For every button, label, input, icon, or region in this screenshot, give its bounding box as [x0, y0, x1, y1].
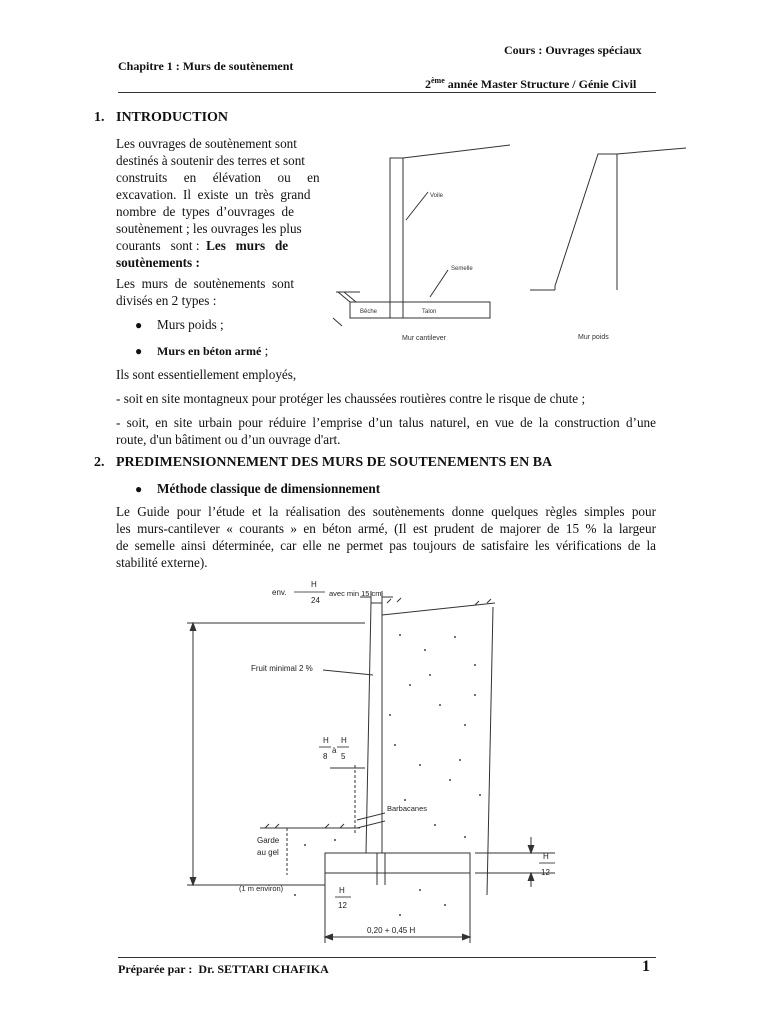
bullet-tail: ;: [261, 343, 269, 358]
header-rule: [118, 92, 656, 93]
label-h-frac1: H: [323, 736, 329, 745]
intro-line: construits en élévation ou en: [116, 170, 320, 185]
level-line: [425, 76, 636, 92]
chapter-title: Chapitre 1 : Murs de soutènement: [118, 59, 294, 73]
label-h-footing: H: [339, 886, 345, 895]
section2-bullet: [135, 480, 381, 498]
cantilever-backfill-line: [403, 145, 510, 158]
intro-line: nombre de types d’ouvrages de: [116, 204, 294, 219]
intro-line7-bold: Les murs de: [206, 238, 289, 253]
wall-footing: [325, 853, 470, 873]
wall-stem-front: [366, 603, 371, 853]
intro-line: excavation. Il existe un très grand: [116, 187, 311, 202]
label-base-width: 0,20 + 0,45 H: [367, 926, 416, 935]
label-mur-poids: Mur poids: [578, 334, 609, 341]
level-sup: ème: [431, 76, 445, 85]
label-garde: Garde: [257, 836, 280, 845]
course-title: Cours : Ouvrages spéciaux: [504, 43, 642, 57]
section1-title: INTRODUCTION: [116, 110, 229, 125]
para-line: stabilité externe).: [116, 555, 208, 570]
cantilever-stem: [390, 158, 403, 302]
label-fruit: Fruit minimal 2 %: [251, 664, 313, 673]
page-number: 1: [642, 958, 650, 975]
label-12-right: 12: [541, 868, 550, 877]
para-line: Le Guide pour l’étude et la réalisation des soutènements donne quelques règles simples pour: [116, 504, 656, 519]
backfill-line: [382, 603, 495, 615]
prepared-label: Préparée par :: [118, 962, 193, 976]
label-avec-min: avec min 15 cm: [329, 589, 382, 598]
label-5: 5: [341, 752, 346, 761]
label-semelle: Semelle: [451, 266, 473, 272]
intro-line: soutènement ; les ouvrages les plus: [116, 221, 302, 236]
label-barbacanes: Barbacanes: [387, 804, 428, 813]
label-env: env.: [272, 588, 287, 597]
bullet-item: [135, 316, 224, 334]
level-suffix: année Master Structure / Génie Civil: [444, 77, 637, 91]
bullet-item: [135, 342, 269, 360]
bullet-dot-icon: ●: [135, 344, 143, 358]
section2-paragraph: [116, 503, 656, 571]
fruit-leader: [323, 670, 373, 675]
label-h-right: H: [543, 852, 549, 861]
label-beche: Bêche: [360, 309, 378, 315]
types-line: Les murs de soutènements sont: [116, 276, 295, 291]
section2-number: 2.: [94, 455, 105, 470]
used-line: Ils sont essentiellement employés,: [116, 367, 297, 382]
section1-heading: [94, 110, 229, 126]
para-line: de semelle ainsi déterminée, car elle ne permet pas toujours de satisfaire les vérifications de la: [116, 538, 656, 553]
level-prefix: 2: [425, 77, 431, 91]
label-a: à: [332, 746, 337, 755]
bullet-dot-icon: ●: [135, 318, 143, 332]
types-line: divisés en 2 types :: [116, 293, 217, 308]
intro-line7-plain: courants sont :: [116, 238, 207, 253]
dash-line-2a: - soit, en site urbain pour réduire l’emprise d’un talus naturel, en vue de la construction d’une: [116, 415, 656, 430]
gravity-wall: [555, 154, 617, 290]
semelle-leader: [430, 270, 448, 297]
label-h-top: H: [311, 580, 317, 589]
intro-line8-bold: soutènements :: [116, 255, 200, 270]
wall-types-figure: [330, 140, 692, 350]
label-12-footing: 12: [338, 901, 347, 910]
section2-heading: [94, 455, 553, 471]
dash-line-2b: route, d'un bâtiment ou d’un ouvrage d'art.: [116, 432, 341, 447]
footer-rule: [118, 957, 656, 958]
intro-line: Les ouvrages de soutènement sont: [116, 136, 297, 151]
label-24: 24: [311, 596, 320, 605]
section2-bullet-text: Méthode classique de dimensionnement: [157, 481, 381, 496]
label-1m-environ: (1 m environ): [239, 884, 284, 893]
dash-line-1: - soit en site montagneux pour protéger les chaussées routières contre le risque de chute ;: [116, 391, 586, 406]
section2-title: PREDIMENSIONNEMENT DES MURS DE SOUTENEMENTS EN BA: [116, 455, 553, 470]
label-8: 8: [323, 752, 328, 761]
para-line: les murs-cantilever « courants » en béton armé, (Il est prudent de majorer de 15 % la largeur: [116, 521, 656, 536]
predimension-figure: [175, 575, 575, 945]
gravity-backfill-line: [617, 148, 686, 154]
backfill-texture: [294, 634, 481, 916]
voile-leader: [406, 192, 428, 220]
label-talon: Talon: [422, 309, 437, 315]
bullet-text: Murs poids ;: [157, 317, 224, 332]
label-h-frac2: H: [341, 736, 347, 745]
intro-paragraph: [116, 135, 324, 271]
bullet-text-bold: Murs en béton armé: [157, 344, 262, 358]
author-name: Dr. SETTARI CHAFIKA: [192, 962, 329, 976]
label-voile: Voile: [430, 193, 444, 199]
section1-number: 1.: [94, 110, 105, 125]
types-paragraph: [116, 275, 324, 309]
label-mur-cantilever: Mur cantilever: [402, 335, 446, 342]
intro-line: destinés à soutenir des terres et sont: [116, 153, 305, 168]
label-au-gel: au gel: [257, 848, 279, 857]
bullet-dot-icon: ●: [135, 482, 143, 496]
footer-author-line: [118, 962, 329, 977]
